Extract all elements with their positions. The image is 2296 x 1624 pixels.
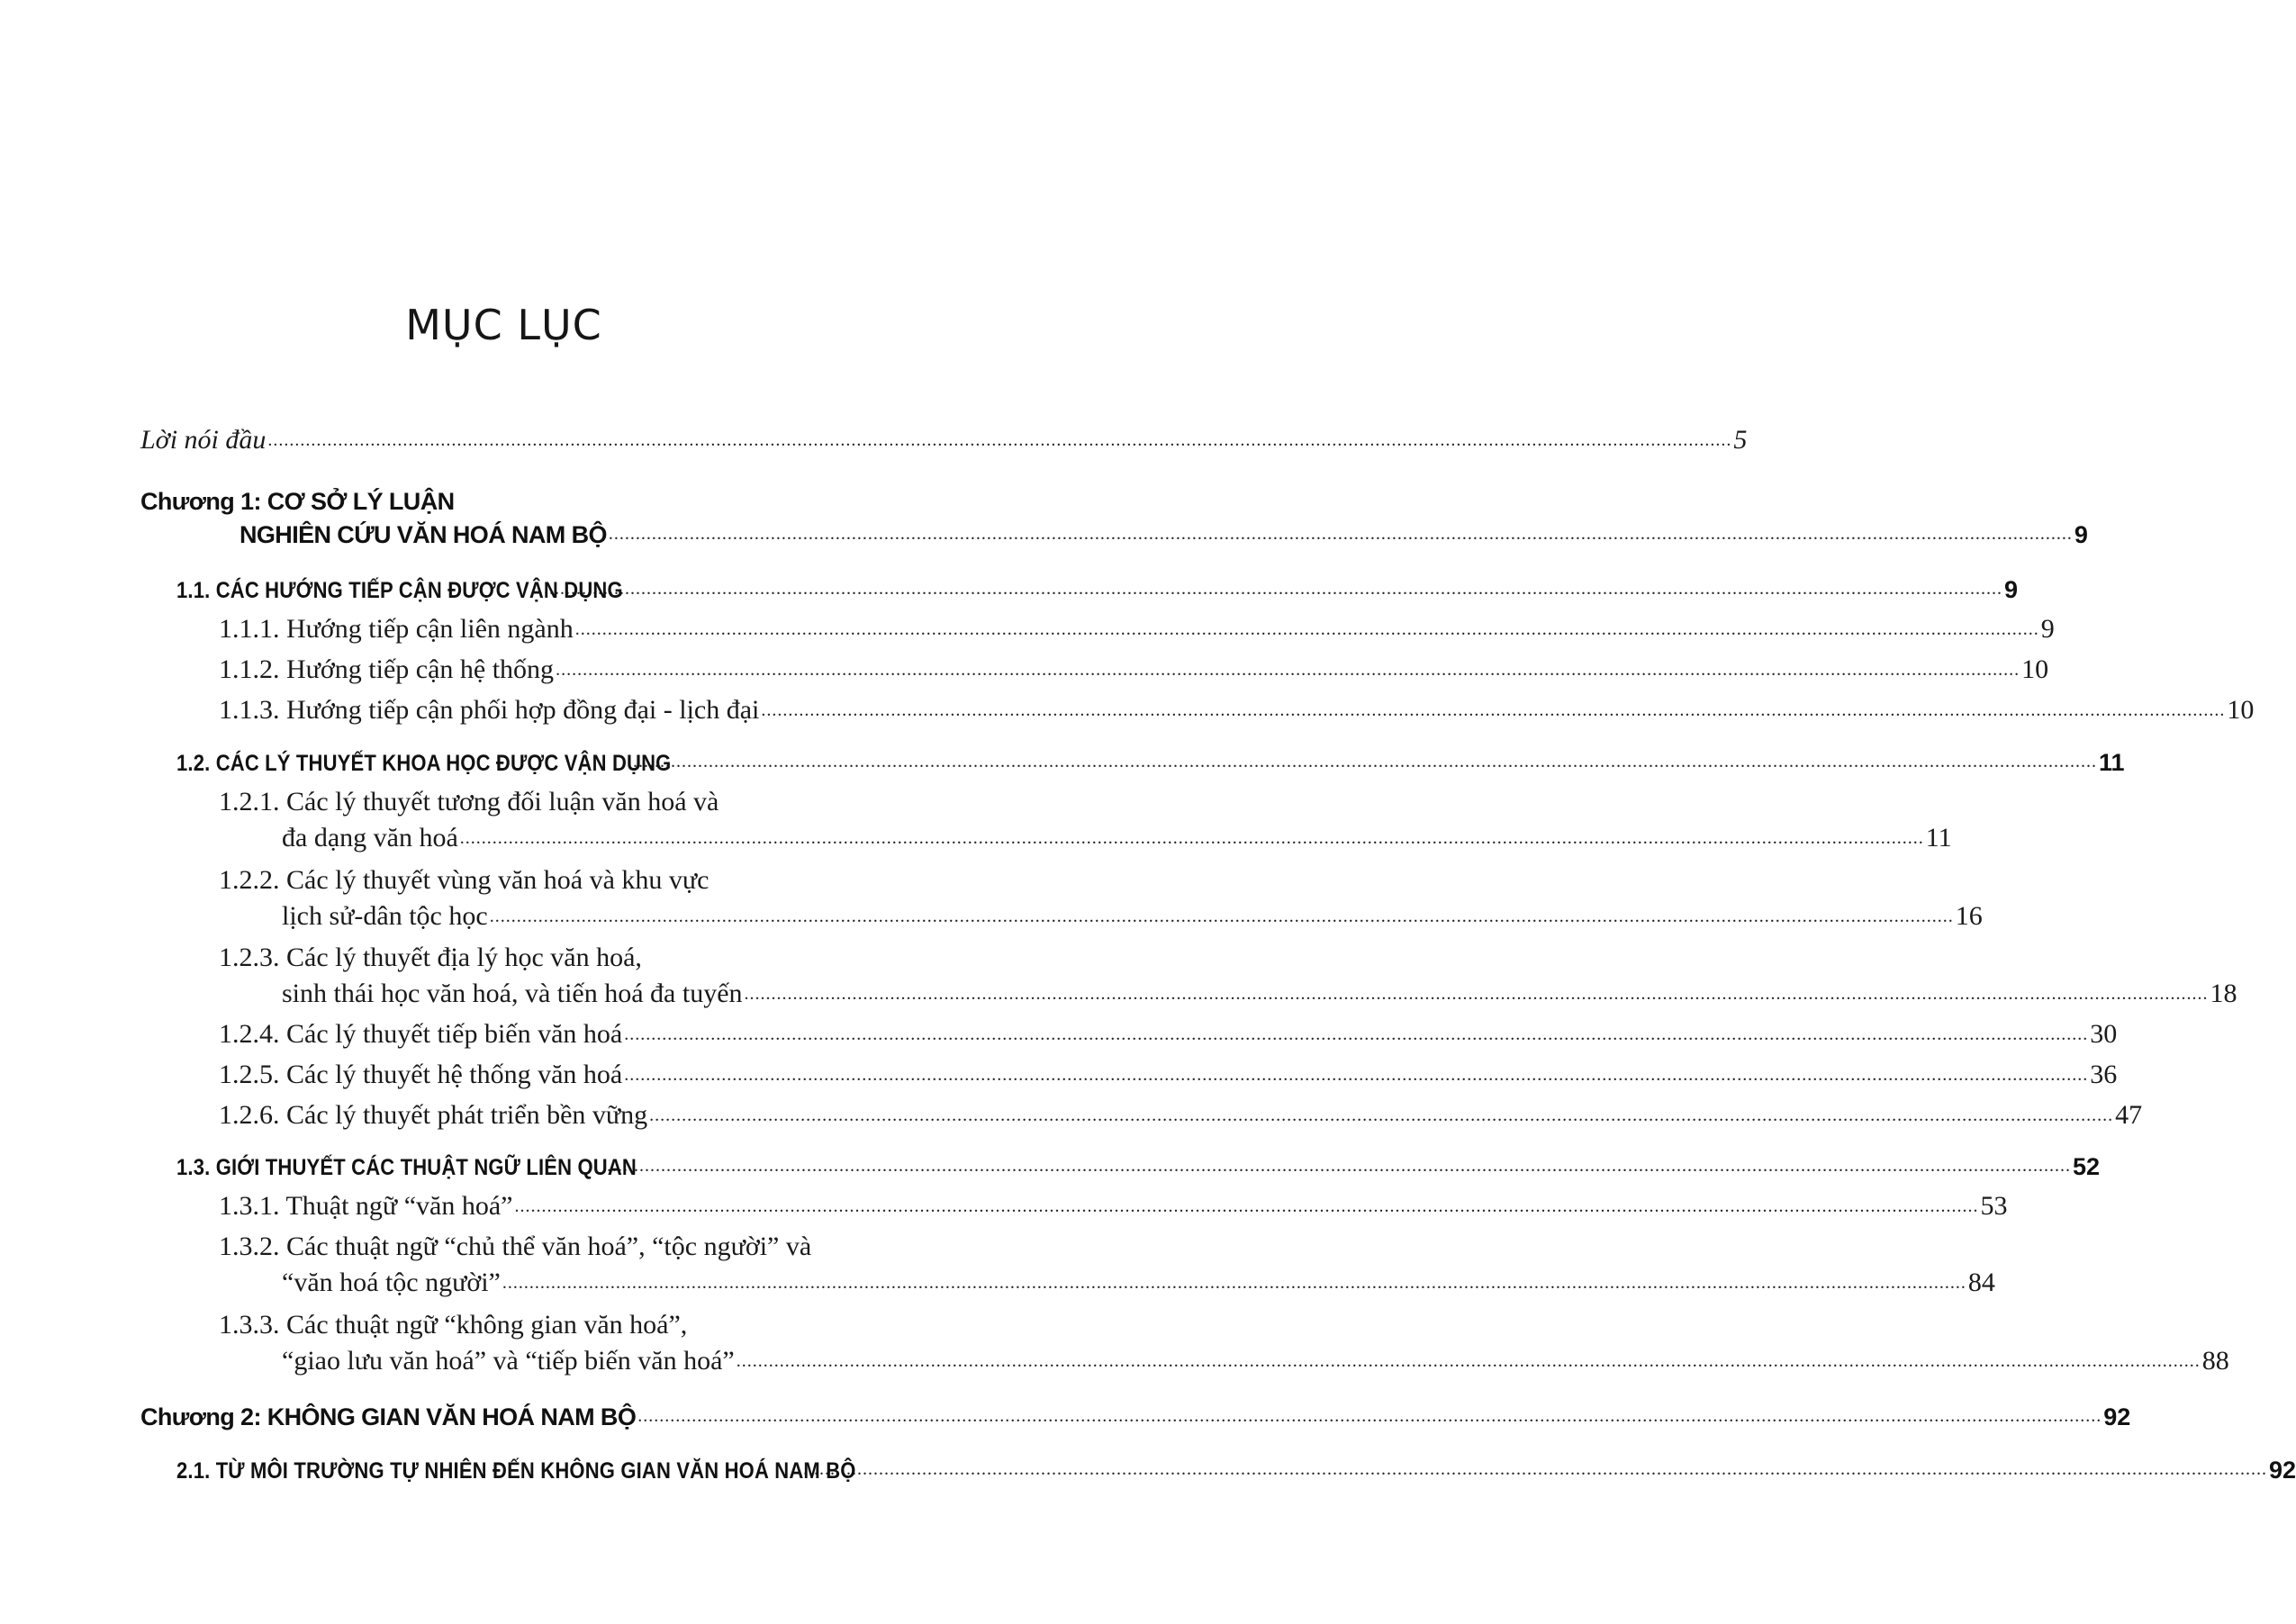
toc-subsection-1-3-2[interactable]: [0, 1259, 1995, 1298]
page-title: MỤC LỤC: [405, 301, 602, 349]
toc-page-number: 52: [2073, 1153, 2101, 1180]
dot-leader: ...............................................................................................................................................................................................................................................................................: [736, 1351, 2201, 1371]
toc-subsection-1-2-2-line1[interactable]: [219, 856, 709, 896]
dot-leader: ...............................................................................................................................................................................................................................................................................: [574, 619, 2039, 639]
toc-subsection-1-2-3-line1[interactable]: [219, 934, 642, 973]
toc-page-number: 18: [2210, 979, 2237, 1008]
toc-section-1-1[interactable]: [0, 564, 2019, 604]
chapter-heading: Chương 2: KHÔNG GIAN VĂN HOÁ NAM BỘ: [140, 1403, 637, 1430]
toc-subsection-1-3-3[interactable]: [0, 1337, 2229, 1376]
toc-page-number: 10: [2227, 695, 2255, 725]
toc-page-number: 10: [2021, 654, 2049, 684]
subsection-label-cont: “văn hoá tộc người”: [282, 1268, 501, 1297]
toc-page-number: 9: [2004, 576, 2019, 603]
dot-leader: ...............................................................................................................................................................................................................................................................................: [744, 984, 2209, 1004]
toc-page-number: 11: [1925, 823, 1952, 853]
toc-page-number: 92: [2103, 1403, 2131, 1430]
toc-entry-label: Lời nói đầu: [140, 425, 267, 455]
dot-leader: ...............................................................................................................................................................................................................................................................................: [556, 660, 2020, 680]
toc-page-number: 84: [1967, 1268, 1995, 1297]
toc-subsection-1-2-1-line1[interactable]: [219, 778, 719, 817]
toc-subsection-1-1-3[interactable]: [0, 686, 2255, 726]
dot-leader: ...............................................................................................................................................................................................................................................................................: [489, 907, 1954, 926]
section-heading: 2.1. TỪ MÔI TRƯỜNG TỰ NHIÊN ĐẾN KHÔNG GIAN VĂN HOÁ NAM BỘ: [176, 1458, 856, 1484]
toc-subsection-1-1-1[interactable]: [0, 605, 2055, 645]
subsection-label-cont: đa dạng văn hoá: [282, 823, 458, 853]
subsection-label: 1.1.1. Hướng tiếp cận liên ngành: [219, 614, 574, 644]
subsection-label: 1.1.3. Hướng tiếp cận phối hợp đồng đại - lịch đại: [219, 695, 760, 725]
toc-subsection-1-2-2[interactable]: [0, 892, 1983, 932]
toc-subsection-1-2-5[interactable]: [0, 1051, 2118, 1090]
toc-section-1-3[interactable]: [0, 1141, 2101, 1181]
toc-subsection-1-2-1[interactable]: [0, 814, 1952, 853]
dot-leader: ...............................................................................................................................................................................................................................................................................: [607, 1156, 2071, 1176]
chapter-heading-cont: NGHIÊN CỨU VĂN HOÁ NAM BỘ: [240, 521, 607, 548]
toc-page-number: 11: [2099, 749, 2125, 776]
toc-section-1-2[interactable]: [0, 737, 2125, 777]
dot-leader: ...............................................................................................................................................................................................................................................................................: [624, 1024, 2089, 1044]
toc-chapter-1[interactable]: [0, 510, 2088, 549]
subsection-label: 1.2.4. Các lý thuyết tiếp biến văn hoá: [219, 1019, 623, 1049]
toc-chapter-2[interactable]: [0, 1392, 2131, 1431]
toc-page-number: 36: [2090, 1060, 2118, 1089]
subsection-label-cont: sinh thái học văn hoá, và tiến hoá đa tuyến: [282, 979, 743, 1008]
subsection-label-cont: “giao lưu văn hoá” và “tiếp biến văn hoá”: [282, 1346, 735, 1376]
toc-entry-preface[interactable]: [0, 416, 1748, 456]
toc-page-number: 88: [2201, 1346, 2229, 1376]
chapter-heading: Chương 1: CƠ SỞ LÝ LUẬN: [140, 488, 455, 515]
subsection-label: 1.3.2. Các thuật ngữ “chủ thể văn hoá”, “tộc người” và: [219, 1232, 812, 1261]
subsection-label: 1.3.3. Các thuật ngữ “không gian văn hoá”,: [219, 1310, 688, 1340]
toc-subsection-1-3-3-line1[interactable]: [219, 1301, 687, 1340]
subsection-label-cont: lịch sử-dân tộc học: [282, 901, 488, 931]
toc-page-number: 47: [2115, 1100, 2143, 1130]
toc-page-number: 92: [2269, 1457, 2296, 1484]
toc-subsection-1-3-2-line1[interactable]: [219, 1223, 811, 1262]
subsection-label: 1.2.1. Các lý thuyết tương đối luận văn hoá và: [219, 787, 719, 817]
toc-page-number: 9: [2074, 521, 2088, 548]
toc-subsection-1-2-3[interactable]: [0, 970, 2237, 1009]
dot-leader: ...............................................................................................................................................................................................................................................................................: [624, 1065, 2089, 1085]
dot-leader: ...............................................................................................................................................................................................................................................................................: [267, 430, 1732, 450]
toc-subsection-1-2-4[interactable]: [0, 1010, 2118, 1050]
subsection-label: 1.1.2. Hướng tiếp cận hệ thống: [219, 654, 555, 684]
dot-leader: ...............................................................................................................................................................................................................................................................................: [538, 579, 2002, 599]
subsection-label: 1.2.3. Các lý thuyết địa lý học văn hoá,: [219, 943, 642, 972]
dot-leader: ...............................................................................................................................................................................................................................................................................: [633, 752, 2097, 771]
dot-leader: ...............................................................................................................................................................................................................................................................................: [459, 828, 1924, 848]
toc-page-number: 5: [1733, 425, 1748, 455]
toc-page-number: 9: [2040, 614, 2055, 644]
dot-leader: ...............................................................................................................................................................................................................................................................................: [608, 524, 2073, 544]
subsection-label: 1.2.6. Các lý thuyết phát triển bền vững: [219, 1100, 648, 1130]
toc-subsection-1-2-6[interactable]: [0, 1091, 2143, 1131]
subsection-label: 1.2.2. Các lý thuyết vùng văn hoá và khu vực: [219, 865, 710, 895]
subsection-label: 1.2.5. Các lý thuyết hệ thống văn hoá: [219, 1060, 623, 1089]
toc-page-number: 16: [1955, 901, 1983, 931]
toc-page-number: 30: [2090, 1019, 2118, 1049]
section-heading: 1.3. GIỚI THUYẾT CÁC THUẬT NGỮ LIÊN QUAN: [176, 1155, 637, 1180]
dot-leader: ...............................................................................................................................................................................................................................................................................: [514, 1196, 1979, 1216]
toc-page-number: 53: [1980, 1191, 2008, 1221]
dot-leader: ...............................................................................................................................................................................................................................................................................: [803, 1459, 2267, 1479]
subsection-label: 1.3.1. Thuật ngữ “văn hoá”: [219, 1191, 513, 1221]
dot-leader: ...............................................................................................................................................................................................................................................................................: [637, 1406, 2102, 1426]
section-heading: 1.1. CÁC HƯỚNG TIẾP CẬN ĐƯỢC VẬN DỤNG: [176, 578, 623, 603]
toc-section-2-1[interactable]: [0, 1445, 2296, 1484]
toc-subsection-1-3-1[interactable]: [0, 1182, 2008, 1222]
toc-subsection-1-1-2[interactable]: [0, 645, 2049, 685]
dot-leader: ...............................................................................................................................................................................................................................................................................: [761, 700, 2226, 720]
dot-leader: ...............................................................................................................................................................................................................................................................................: [502, 1273, 1966, 1293]
dot-leader: ...............................................................................................................................................................................................................................................................................: [649, 1105, 2114, 1125]
section-heading: 1.2. CÁC LÝ THUYẾT KHOA HỌC ĐƯỢC VẬN DỤNG: [176, 751, 672, 776]
